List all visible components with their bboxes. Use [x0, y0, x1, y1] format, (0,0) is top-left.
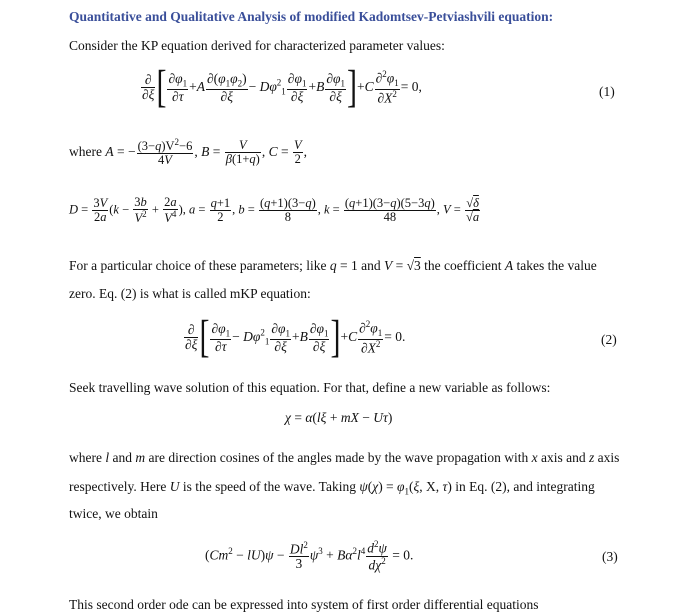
parameter-choice-text: For a particular choice of these parameters; like q = 1 and V = √3 the coefficient A takes the value: [69, 258, 597, 273]
where-label: where: [69, 143, 102, 159]
equation-3-number: (3): [602, 549, 618, 564]
direction-cosines-text: where l and m are direction cosines of the angles made by the wave propagation with x axis and z axis: [69, 450, 620, 465]
coefficients-abc: where A = − $\frac{(3-q)V^2-6}{4V}$ , B = $\frac{V}{\beta(1+q)}$ , C = $\frac{V}{2}$ ,: [69, 137, 307, 168]
mkp-intro-text: zero. Eq. (2) is what is called mKP equation:: [69, 286, 311, 301]
travelling-wave-text: Seek travelling wave solution of this equation. For that, define a new variable as follows:: [69, 380, 551, 395]
equation-2-number: (2): [601, 332, 617, 347]
equation-2: $\frac{\partial}{\partial\xi}$ [ $\frac{\partial\varphi_1}{\partial\tau}$ − $D\varphi^2_1$ $\frac{\partial\varphi_1}{\partial\xi}$ +B $\frac{\partial\varphi_1}{\partial\xi}$ ]+C $\frac{\partial^2\varphi_1}{\partial X^2}$ = 0.: [185, 312, 406, 362]
equation-1-number: (1): [599, 84, 615, 99]
coefficients-dabkv: D = $\frac{3V}{2a}$ (k − $\frac{3b}{V^2}$ + $\frac{2a}{V^4}$ ), a = $\frac{q+1}{2}$ , b = $\frac{(q+1)(3-q)}{8}$ , k = $\frac{(q+1)(3-q)(5-3q)}{48}$ , V = $\frac{√\delta}{√a}$: [69, 195, 480, 226]
chi-definition: χ = α(lξ + mX − Uτ): [285, 410, 393, 425]
intro-text: Consider the KP equation derived for characterized parameter values:: [69, 38, 445, 53]
wave-speed-text: respectively. Here U is the speed of the wave. Taking $\psi(\chi) = \varphi_1(\xi$, X, τ) in Eq. (2), and integrating: [69, 479, 595, 497]
integration-text: twice, we obtain: [69, 506, 158, 521]
document-title: Quantitative and Qualitative Analysis of modified Kadomtsev-Petviashvili equation:: [69, 9, 554, 24]
equation-1: $\frac{\partial}{\partial\xi}$ [ $\frac{\partial\varphi_1}{\partial\tau}$ +A $\frac{\partial(\varphi_1\varphi_2)}{\partial\xi}$ − $D\varphi^2_1$ $\frac{\partial\varphi_1}{\partial\xi}$ +B $\frac{\partial\varphi_1}{\partial\xi}$ ]+C $\frac{\partial^2\varphi_1}{\partial X^2}$ = 0,: [142, 62, 422, 112]
equation-3: $(Cm^2 - lU)\psi$ − $\frac{Dl^2}{3}$ $\psi^3 + B\alpha^2l^4$ $\frac{d^2\psi}{d\chi^2}$ = 0.: [205, 539, 414, 573]
closing-text: This second order ode can be expressed into system of first order differential equations: [69, 597, 539, 612]
